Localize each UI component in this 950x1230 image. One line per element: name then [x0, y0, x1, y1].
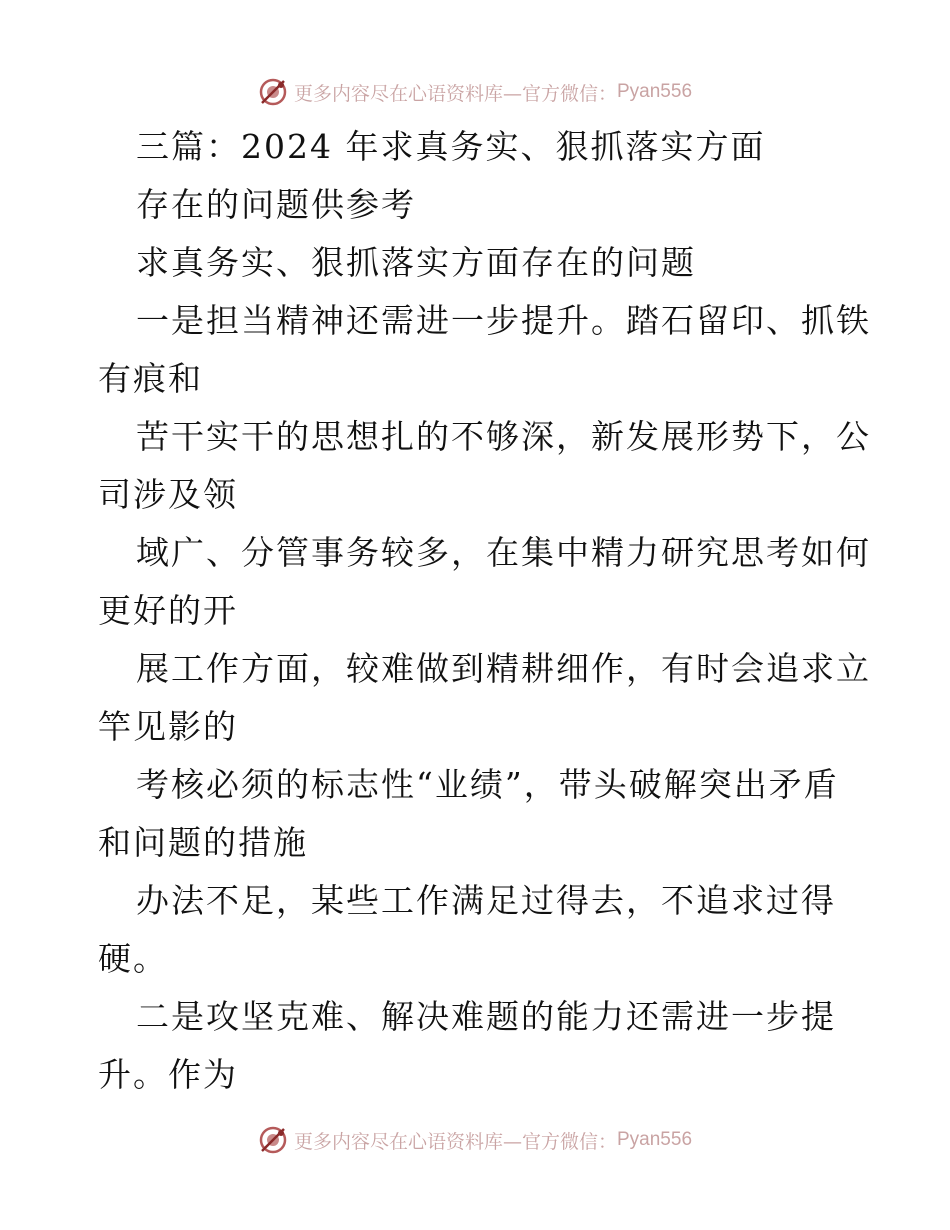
paragraph-line: 展工作方面，较难做到精耕细作，有时会追求立 — [136, 649, 871, 688]
watermark-wechat-id: Pyan556 — [617, 1129, 693, 1150]
header-watermark — [0, 72, 950, 112]
seal-logo-icon — [258, 1125, 288, 1155]
paragraph-line: 办法不足，某些工作满足过得去，不追求过得 — [136, 881, 836, 920]
paragraph-line: 竿见影的 — [98, 707, 238, 746]
paragraph-line: 二是攻坚克难、解决难题的能力还需进一步提 — [136, 997, 836, 1036]
paragraph-line: 升。作为 — [98, 1055, 238, 1094]
paragraph-line: 有痕和 — [98, 359, 203, 398]
seal-logo-icon — [258, 77, 288, 107]
paragraph-line: 一是担当精神还需进一步提升。踏石留印、抓铁 — [136, 301, 871, 340]
paragraph-line: 更好的开 — [98, 591, 238, 630]
paragraph-line: 域广、分管事务较多，在集中精力研究思考如何 — [136, 533, 871, 572]
watermark-text: 更多内容尽在心语资料库—官方微信： — [293, 82, 617, 105]
watermark-wechat-id: Pyan556 — [617, 81, 693, 102]
doc-title-line-1: 三篇：2024 年求真务实、狠抓落实方面 — [136, 127, 766, 166]
watermark-text: 更多内容尽在心语资料库—官方微信： — [293, 1130, 617, 1153]
paragraph-line: 苦干实干的思想扎的不够深，新发展形势下，公 — [136, 417, 871, 456]
document-body — [98, 118, 871, 1104]
section-heading: 求真务实、狠抓落实方面存在的问题 — [136, 243, 696, 282]
paragraph-line: 考核必须的标志性“业绩”，带头破解突出矛盾 — [136, 765, 839, 804]
paragraph-line: 司涉及领 — [98, 475, 238, 514]
footer-watermark — [0, 1120, 950, 1160]
paragraph-line: 和问题的措施 — [98, 823, 308, 862]
doc-title-line-2: 存在的问题供参考 — [136, 185, 416, 224]
paragraph-line: 硬。 — [98, 939, 168, 978]
